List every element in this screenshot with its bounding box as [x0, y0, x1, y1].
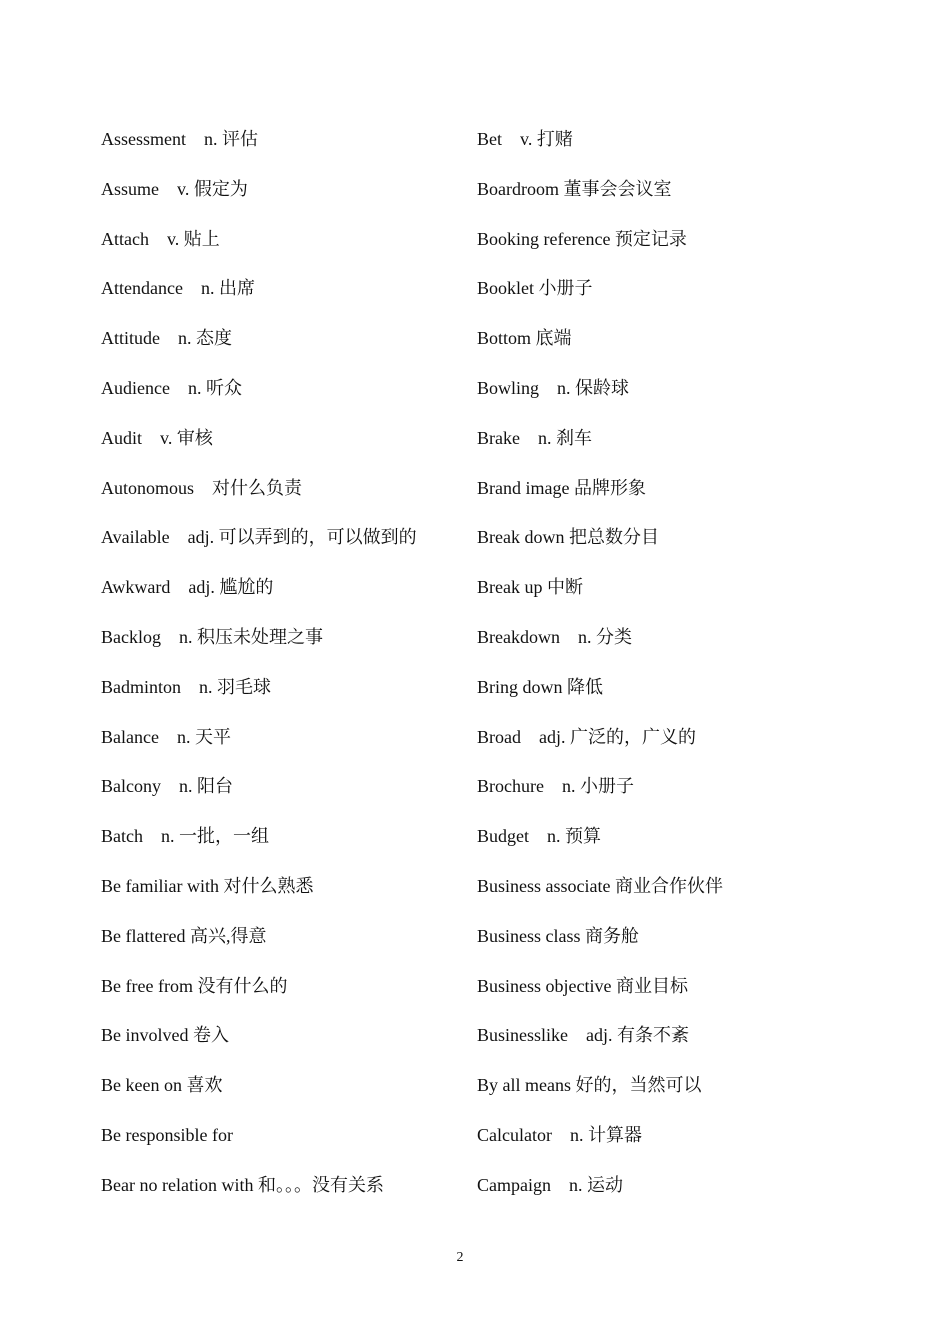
vocab-entry: Backlog n. 积压未处理之事: [101, 626, 323, 647]
vocab-entry: Brochure n. 小册子: [477, 776, 634, 797]
vocab-entry: Breakdown n. 分类: [477, 626, 632, 647]
vocab-entry: Brake n. 刹车: [477, 427, 592, 448]
vocab-entry: Be responsible for: [101, 1124, 233, 1145]
vocab-entry: Assessment n. 评估: [101, 129, 258, 149]
vocab-entry: Bottom 底端: [477, 328, 572, 349]
vocab-entry: Assume v. 假定为: [101, 178, 248, 199]
vocab-entry: Attach v. 贴上: [101, 228, 220, 249]
vocab-entry: Boardroom 董事会会议室: [477, 178, 672, 199]
vocabulary-column-left: [101, 116, 471, 1212]
vocab-entry: Be involved 卷入: [101, 1025, 229, 1046]
vocab-entry: Calculator n. 计算器: [477, 1124, 642, 1145]
page-number: 2: [456, 1250, 464, 1265]
vocab-entry: Broad adj. 广泛的，广义的: [477, 726, 696, 747]
vocab-entry: Budget n. 预算: [477, 826, 601, 847]
vocab-entry: Campaign n. 运动: [477, 1174, 623, 1195]
vocab-entry: Bear no relation with 和。。。没有关系: [101, 1174, 384, 1195]
vocab-entry: Businesslike adj. 有条不紊: [477, 1025, 689, 1046]
vocab-entry: Available adj. 可以弄到的，可以做到的: [101, 527, 417, 548]
vocab-entry: Batch n. 一批，一组: [101, 826, 269, 847]
vocab-entry: Attendance n. 出席: [101, 278, 255, 299]
vocab-entry: Balcony n. 阳台: [101, 776, 233, 797]
vocab-entry: Audience n. 听众: [101, 377, 242, 398]
vocab-entry: Business associate 商业合作伙伴: [477, 875, 723, 896]
vocab-entry: Bet v. 打赌: [477, 129, 573, 149]
vocab-entry: Audit v. 审核: [101, 427, 213, 448]
vocab-entry: Be familiar with 对什么熟悉: [101, 875, 314, 896]
vocab-entry: By all means 好的，当然可以: [477, 1075, 702, 1096]
vocab-entry: Break up 中断: [477, 577, 583, 598]
vocab-entry: Awkward adj. 尴尬的: [101, 577, 274, 598]
vocab-entry: Bring down 降低: [477, 676, 603, 697]
vocab-entry: Booklet 小册子: [477, 278, 593, 299]
vocab-entry: Be flattered 高兴,得意: [101, 925, 267, 946]
vocab-entry: Brand image 品牌形象: [477, 477, 646, 498]
vocab-entry: Break down 把总数分目: [477, 527, 659, 548]
vocab-entry: Business class 商务舱: [477, 925, 639, 946]
vocabulary-column-right: [477, 116, 897, 1212]
vocab-entry: Balance n. 天平: [101, 726, 231, 747]
vocab-entry: Be free from 没有什么的: [101, 975, 288, 996]
vocab-entry: Badminton n. 羽毛球: [101, 676, 271, 697]
vocab-entry: Attitude n. 态度: [101, 328, 232, 349]
vocab-entry: Be keen on 喜欢: [101, 1075, 223, 1096]
vocab-entry: Business objective 商业目标: [477, 975, 688, 996]
vocab-entry: Booking reference 预定记录: [477, 228, 687, 249]
vocab-entry: Autonomous 对什么负责: [101, 477, 303, 498]
vocab-entry: Bowling n. 保龄球: [477, 377, 630, 398]
